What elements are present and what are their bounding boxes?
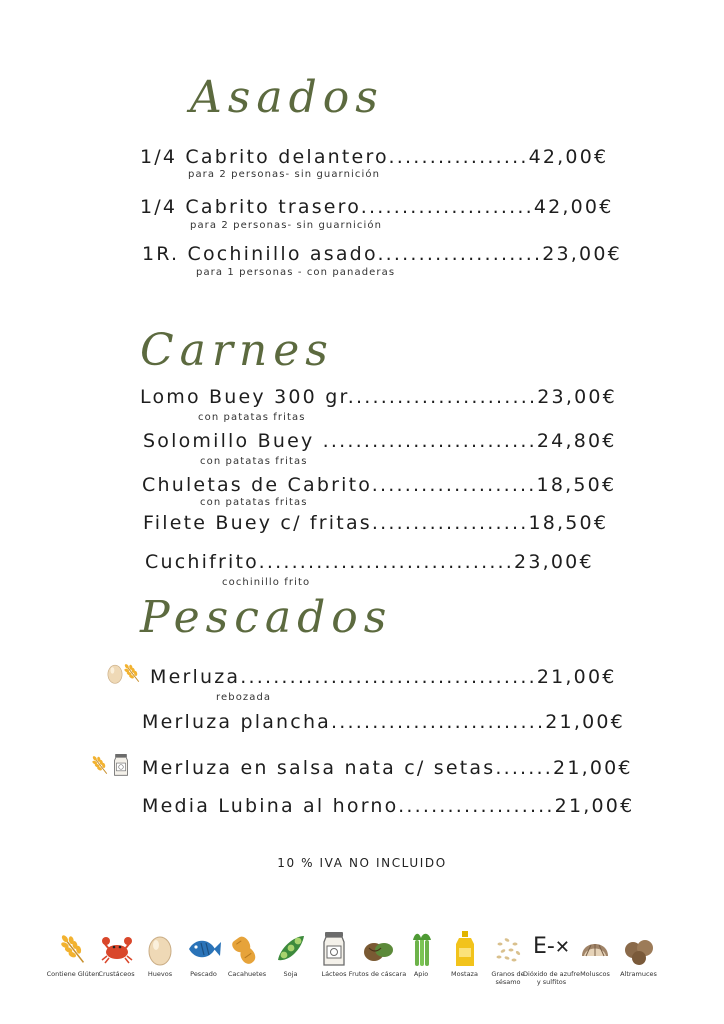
item-leader-dots: .................................... xyxy=(240,666,537,688)
legend-icon-wrap xyxy=(448,930,482,968)
item-note: con patatas fritas xyxy=(198,412,306,423)
wheat-icon xyxy=(89,752,111,778)
menu-item xyxy=(140,196,614,218)
item-note: cochinillo frito xyxy=(222,577,311,588)
item-leader-dots: .................... xyxy=(371,474,537,496)
legend-icon-wrap xyxy=(491,930,525,968)
soy-icon xyxy=(274,930,308,968)
item-price: 21,00€ xyxy=(554,795,635,817)
legend-label: Dióxido de azufre y sulfitos xyxy=(523,970,580,986)
legend-label: Moluscos xyxy=(580,970,610,978)
legend-label: Huevos xyxy=(147,970,173,978)
item-name: Cuchifrito xyxy=(145,551,259,573)
menu-item xyxy=(142,474,616,496)
item-name: Merluza en salsa nata c/ setas xyxy=(142,757,496,779)
item-allergen xyxy=(89,752,111,782)
item-leader-dots: ....... xyxy=(495,757,554,779)
allergen-legend xyxy=(46,930,675,1000)
sulphite-icon xyxy=(526,930,578,968)
crab-icon xyxy=(100,930,134,968)
legend-icon-wrap xyxy=(187,930,221,968)
item-price: 23,00€ xyxy=(537,386,617,408)
menu-item xyxy=(143,512,608,534)
menu-item xyxy=(142,243,622,265)
item-leader-dots: .................... xyxy=(377,243,543,265)
item-name: Merluza plancha xyxy=(142,711,332,733)
section-title-carnes: Carnes xyxy=(140,325,334,376)
item-leader-dots: ..................... xyxy=(360,196,534,218)
section-title-asados: Asados xyxy=(190,72,384,123)
item-allergen xyxy=(110,752,132,782)
legend-icon-wrap xyxy=(404,930,438,968)
section-title-pescados: Pescados xyxy=(140,592,393,643)
item-name: 1R. Cochinillo asado xyxy=(142,243,378,265)
item-name: Chuletas de Cabrito xyxy=(142,474,372,496)
legend-icon-wrap xyxy=(143,930,177,968)
peanut-icon xyxy=(230,930,264,968)
legend-icon-wrap xyxy=(56,930,90,968)
item-leader-dots: .......................... xyxy=(331,711,546,733)
item-note: rebozada xyxy=(216,692,272,703)
item-note: para 2 personas- sin guarnición xyxy=(190,220,383,231)
item-leader-dots: .......................... xyxy=(322,430,537,452)
legend-label: Altramuces xyxy=(620,970,657,978)
menu-item xyxy=(140,386,617,408)
item-name: Lomo Buey 300 gr xyxy=(140,386,348,408)
item-price: 18,50€ xyxy=(528,512,609,534)
menu-item xyxy=(142,757,633,779)
item-price: 42,00€ xyxy=(533,196,614,218)
item-leader-dots: ................. xyxy=(388,146,529,168)
item-price: 23,00€ xyxy=(514,551,594,573)
item-name: Solomillo Buey xyxy=(143,430,323,452)
milk-icon xyxy=(110,752,132,778)
nuts-icon xyxy=(361,930,395,968)
sulphite-glyph: E- xyxy=(533,934,555,959)
cross-icon: ✕ xyxy=(554,937,570,958)
legend-icon-wrap xyxy=(317,930,351,968)
legend-icon-wrap xyxy=(274,930,308,968)
mollusc-icon xyxy=(578,930,612,968)
item-price: 18,50€ xyxy=(536,474,617,496)
item-note: para 1 personas - con panaderas xyxy=(196,267,396,278)
menu-item xyxy=(140,146,608,168)
item-price: 21,00€ xyxy=(545,711,625,733)
tax-note: 10 % IVA NO INCLUIDO xyxy=(277,856,447,870)
legend-label: Frutos de cáscara xyxy=(348,970,407,978)
menu-item xyxy=(145,551,594,573)
legend-icon-wrap xyxy=(578,930,612,968)
legend-icon-wrap xyxy=(361,930,395,968)
celery-icon xyxy=(404,930,438,968)
legend-icon-wrap xyxy=(230,930,264,968)
item-name: Filete Buey c/ fritas xyxy=(143,512,372,534)
item-leader-dots: ....................... xyxy=(347,386,538,408)
item-name: 1/4 Cabrito trasero xyxy=(140,196,361,218)
menu-item xyxy=(143,430,617,452)
fish-icon xyxy=(187,930,221,968)
item-leader-dots: ............................... xyxy=(258,551,515,573)
legend-label: Cacahuetes xyxy=(227,970,267,978)
menu-item xyxy=(150,666,617,688)
milk-icon xyxy=(317,930,351,968)
item-price: 24,80€ xyxy=(536,430,617,452)
item-allergen xyxy=(121,660,143,690)
legend-label: Mostaza xyxy=(451,970,478,978)
item-leader-dots: ................... xyxy=(398,795,555,817)
mustard-icon xyxy=(448,930,482,968)
legend-label: Soja xyxy=(283,970,298,978)
legend-label: Granos de sésamo xyxy=(491,970,525,986)
item-name: Media Lubina al horno xyxy=(142,795,399,817)
item-price: 21,00€ xyxy=(553,757,633,779)
wheat-icon xyxy=(121,660,143,686)
item-price: 21,00€ xyxy=(536,666,617,688)
item-note: para 2 personas- sin guarnición xyxy=(188,169,381,180)
item-price: 42,00€ xyxy=(528,146,609,168)
item-leader-dots: ................... xyxy=(371,512,529,534)
egg-icon xyxy=(143,930,177,968)
wheat-icon xyxy=(56,930,90,968)
item-note: con patatas fritas xyxy=(200,497,308,508)
menu-item xyxy=(142,795,634,817)
lupin-icon xyxy=(622,930,656,968)
item-name: 1/4 Cabrito delantero xyxy=(140,146,389,168)
sesame-icon xyxy=(491,930,525,968)
legend-icon-wrap xyxy=(622,930,656,968)
legend-label: Crustáceos xyxy=(98,970,135,978)
item-name: Merluza xyxy=(150,666,241,688)
menu-item xyxy=(142,711,625,733)
legend-label: Pescado xyxy=(190,970,217,978)
legend-label: Apio xyxy=(413,970,429,978)
legend-label: Contiene Glúten xyxy=(46,970,100,978)
item-price: 23,00€ xyxy=(542,243,622,265)
item-note: con patatas fritas xyxy=(200,456,308,467)
legend-label: Lácteos xyxy=(321,970,347,978)
legend-icon-wrap xyxy=(100,930,134,968)
